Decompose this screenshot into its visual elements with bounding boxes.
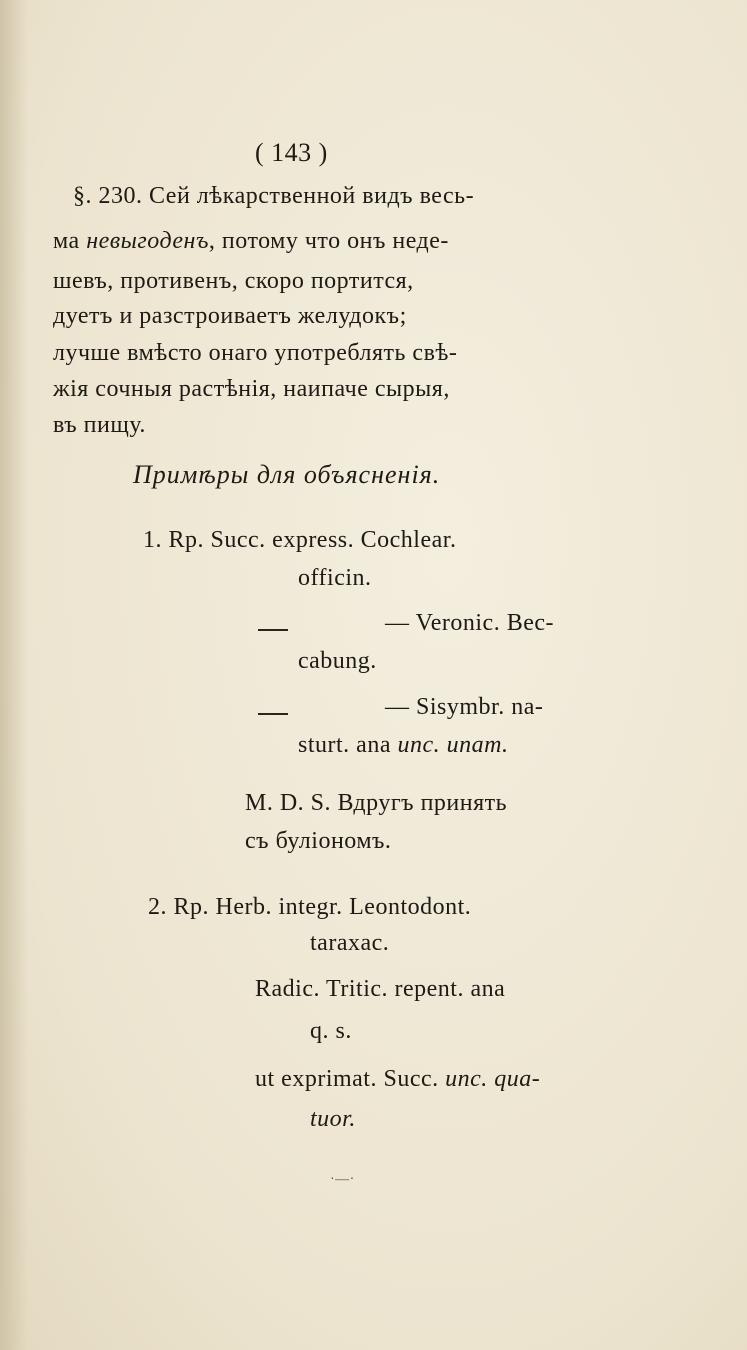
footer-ornament: ·—· xyxy=(330,1172,355,1187)
paragraph-line-5: лучше вмѣсто онаго употреблять свѣ- xyxy=(53,340,458,366)
paragraph-line-2: ма невыгоденъ, потому что онъ неде- xyxy=(53,228,449,254)
ditto-dash xyxy=(258,629,288,631)
example2-line-3: Radic. Tritic. repent. ana xyxy=(255,976,506,1002)
example1-line-6: sturt. ana unc. unam. xyxy=(298,732,509,758)
page-spine-shadow xyxy=(0,0,28,1350)
example1-line-2: officin. xyxy=(298,565,372,591)
example1-line-4: cabung. xyxy=(298,648,377,674)
paragraph-line-4: дуетъ и разстроиваетъ желудокъ; xyxy=(53,303,407,329)
example1-line-1: 1. Rp. Succ. express. Cochlear. xyxy=(143,527,457,553)
example1-line-5: — Sisymbr. na- xyxy=(385,694,544,720)
example2-line-2: taraxac. xyxy=(310,930,390,956)
section-heading: Примѣры для объясненія. xyxy=(133,460,441,489)
example2-line-6: tuor. xyxy=(310,1106,356,1132)
emphasis-text: невыгоденъ xyxy=(86,228,209,254)
example1-line-7: M. D. S. Вдругъ принять xyxy=(245,790,508,816)
example2-line-1: 2. Rp. Herb. integr. Leontodont. xyxy=(148,894,472,920)
paragraph-line-1: §. 230. Сей лѣкарственной видъ весь- xyxy=(73,183,475,209)
example1-line-8: съ буліономъ. xyxy=(245,828,392,854)
page-number: ( 143 ) xyxy=(255,138,328,167)
paragraph-line-6: жія сочныя растѣнія, наипаче сырыя, xyxy=(53,376,450,402)
ditto-dash xyxy=(258,713,288,715)
example1-line-3: — Veronic. Bec- xyxy=(385,610,555,636)
example2-line-4: q. s. xyxy=(310,1018,352,1044)
example2-line-5: ut exprimat. Succ. unc. qua- xyxy=(255,1066,541,1092)
emphasis-text: unc. qua- xyxy=(445,1066,541,1092)
paragraph-line-7: въ пищу. xyxy=(53,412,146,438)
paragraph-line-3: шевъ, противенъ, скоро портится, xyxy=(53,268,414,294)
emphasis-text: unc. unam. xyxy=(397,732,509,758)
